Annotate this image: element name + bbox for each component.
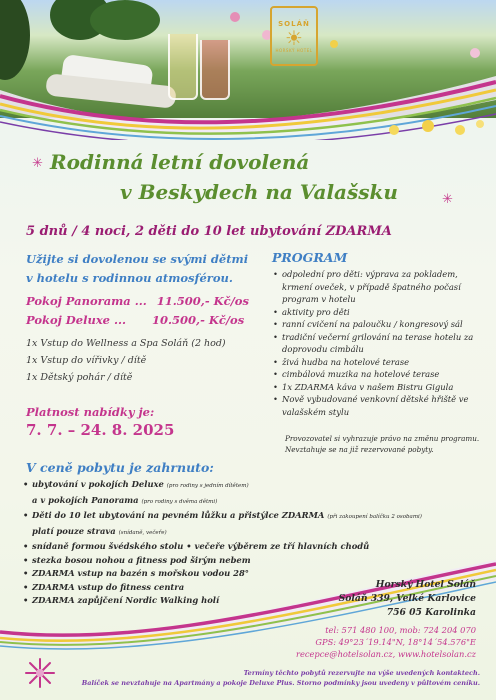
included-item: [22, 509, 472, 525]
program-item: • tradiční večerní grilování na terase hotelu za doprovodu cimbálu: [272, 331, 482, 356]
program-item: • odpolední pro děti: výprava za pokladem, krmení oveček, v případě špatného počasí program v hotelu: [272, 268, 482, 306]
contact-gps: GPS: 49°23´19.14"N, 18°14´54.576"E: [315, 637, 476, 647]
hotel-logo: [270, 6, 318, 66]
included-item: [22, 494, 472, 510]
validity-label: Platnost nabídky je:: [26, 405, 155, 419]
footer-note: [70, 668, 480, 688]
program-item: • cimbálová muzika na hotelové terase: [272, 368, 482, 381]
sun-icon: ☀: [285, 25, 303, 50]
hotel-contact: [296, 624, 476, 660]
included-item-text: stezka bosou nohou a fitness pod širým nebem: [32, 554, 251, 565]
program-item: • 1x ZDARMA káva v našem Bistru Gigula: [272, 381, 482, 394]
hotel-name: Horský Hotel Soláň: [375, 579, 476, 590]
included-item-text: Děti do 10 let ubytování na pevném lůžku a přistýlce ZDARMA: [32, 510, 325, 520]
included-item-text: platí pouze strava: [32, 525, 116, 536]
included-item-text: ZDARMA vstup na bazén s mořskou vodou 28°: [32, 568, 249, 578]
price-row-panorama: [26, 294, 249, 308]
footer-line: Termíny těchto pobytů rezervujte na výše uvedených kontaktech.: [243, 669, 480, 677]
program-item: • ranní cvičení na paloučku / kongresový sál: [272, 318, 482, 331]
voucher-item: 1x Dětský pohár / dítě: [26, 372, 133, 383]
flower-shape: [470, 48, 480, 58]
price-label: Pokoj Deluxe ...: [26, 313, 127, 327]
included-title: V ceně pobytu je zahrnuto:: [26, 460, 214, 475]
included-item-note: (pro rodiny s jedním dítětem): [166, 483, 249, 489]
footer-line: Balíček se nevztahuje na Apartmány a pokoje Deluxe Plus. Storno podmínky jsou uvedeny v půltovém ceníku.: [81, 679, 480, 687]
tree-shape: [0, 0, 30, 80]
included-item-text: ZDARMA zapůjčení Nordic Walking holí: [32, 595, 220, 605]
price-label: Pokoj Panorama ...: [26, 294, 147, 308]
included-item: [22, 478, 472, 494]
program-item: • aktivity pro děti: [272, 306, 482, 319]
included-item-text: ZDARMA vstup do fitness centra: [32, 581, 185, 592]
price-row-deluxe: [26, 313, 244, 327]
included-item: [22, 525, 472, 541]
intro-line: Užijte si dovolenou se svými dětmi: [26, 252, 249, 266]
flower-icon: [22, 655, 58, 691]
page-title-line2: v Beskydech na Valašsku: [120, 180, 398, 204]
price-value: 10.500,- Kč/os: [152, 313, 245, 327]
program-list: [272, 268, 482, 418]
intro-line: v hotelu s rodinnou atmosférou.: [26, 271, 233, 285]
program-item: • živá hudba na hotelové terase: [272, 356, 482, 369]
page-title-line1: Rodinná letní dovolená: [50, 150, 310, 174]
included-item-text: snídaně formou švédského stolu • večeře výběrem ze tří hlavních chodů: [32, 541, 370, 551]
program-title: PROGRAM: [272, 250, 348, 265]
included-item-text: a v pokojích Panorama: [32, 494, 139, 505]
included-item-note: (snídaně, večeře): [118, 529, 167, 536]
hotel-address: [339, 578, 476, 620]
included-item-text: ubytování v pokojích Deluxe: [32, 479, 164, 489]
dandelion-decoration: [380, 118, 490, 140]
voucher-item: 1x Vstup do vířivky / dítě: [26, 355, 147, 366]
sparkle-icon: ✳: [32, 156, 43, 171]
logo-subtitle: HORSKÝ HOTEL: [275, 47, 313, 53]
hotel-city: 756 05 Karolinka: [386, 607, 476, 618]
included-item-note: (pro rodiny s dvěma dětmi): [141, 498, 218, 505]
sparkle-icon: ✳: [442, 192, 453, 207]
price-value: 11.500,- Kč/os: [156, 294, 249, 308]
flower-shape: [230, 12, 240, 22]
program-note: Provozovatel si vyhrazuje právo na změnu programu. Nevztahuje se na již rezervované pobyty.: [285, 434, 480, 454]
offer-headline: 5 dnů / 4 noci, 2 děti do 10 let ubytování ZDARMA: [26, 224, 392, 239]
contact-phones: tel: 571 480 100, mob: 724 204 070: [325, 625, 476, 635]
included-item-note: (při zakoupení balíčku 2 osobami): [327, 514, 422, 520]
logo-brand: SOLÁŇ: [278, 19, 310, 28]
validity-dates: 7. 7. – 24. 8. 2025: [26, 421, 175, 439]
voucher-item: 1x Vstup do Wellness a Spa Soláň (2 hod): [26, 338, 226, 349]
contact-web[interactable]: recepce@hotelsolan.cz, www.hotelsolan.cz: [295, 649, 476, 659]
program-item: • Nově vybudované venkovní dětské hřiště ve valašském stylu: [272, 393, 482, 418]
hotel-street: Soláň 339, Velké Karlovice: [338, 593, 476, 604]
tree-shape: [90, 0, 160, 40]
flower-shape: [330, 40, 338, 48]
